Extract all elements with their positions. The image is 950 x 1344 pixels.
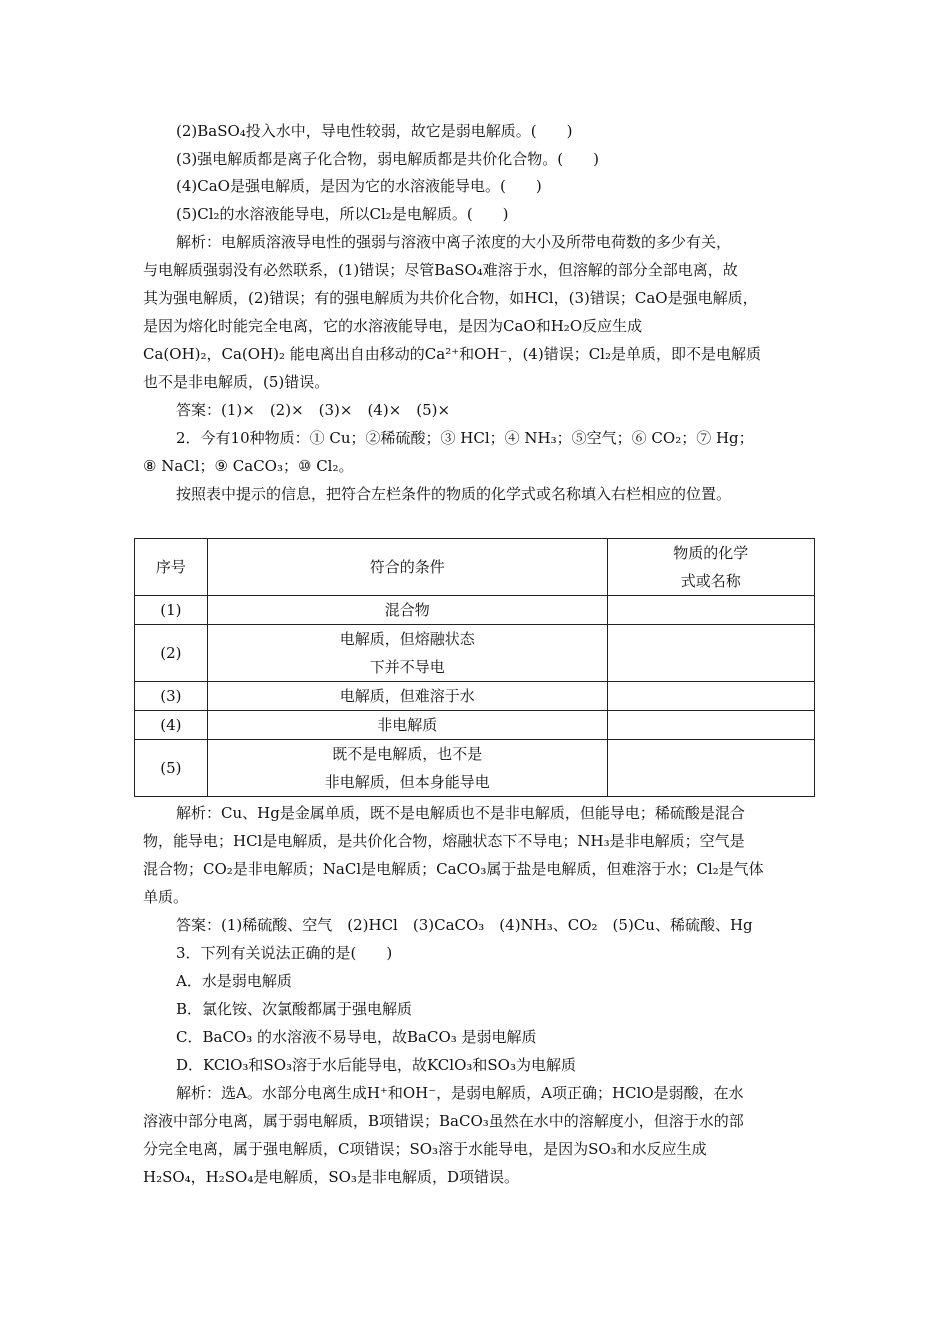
question-2-instruction: 按照表中提示的信息，把符合左栏条件的物质的化学式或名称填入右栏相应的位置。: [176, 485, 732, 503]
header-no: 序号: [135, 539, 208, 596]
question-2-stem: 2．今有10种物质：① Cu；②稀硫酸；③ HCl；④ NH₃；⑤空气；⑥ CO₂；⑦ Hg；: [176, 429, 754, 447]
table-row: [135, 711, 815, 740]
row-no: (5): [135, 740, 208, 797]
row-answer-cell[interactable]: [607, 625, 814, 682]
table-row: [135, 740, 815, 797]
header-condition: 符合的条件: [207, 539, 607, 596]
table-row: [135, 596, 815, 625]
table-header-row: [135, 539, 815, 596]
option-d: D．KClO₃和SO₃溶于水后能导电，故KClO₃和SO₃为电解质: [176, 1056, 576, 1074]
analysis-line: H₂SO₄，H₂SO₄是电解质，SO₃是非电解质，D项错误。: [143, 1168, 519, 1186]
question-item-5: (5)Cl₂的水溶液能导电，所以Cl₂是电解质。( ): [176, 205, 509, 223]
row-condition: 电解质，但熔融状态 下并不导电: [207, 625, 607, 682]
table-row: [135, 625, 815, 682]
row-answer-cell[interactable]: [607, 740, 814, 797]
row-condition: 既不是电解质，也不是 非电解质，但本身能导电: [207, 740, 607, 797]
option-a: A．水是弱电解质: [176, 972, 292, 990]
header-answer: 物质的化学 式或名称: [607, 539, 814, 596]
option-b: B．氯化铵、次氯酸都属于强电解质: [176, 1000, 413, 1018]
analysis-line: 解析：电解质溶液导电性的强弱与溶液中离子浓度的大小及所带电荷数的多少有关，: [176, 233, 732, 251]
analysis-line: 与电解质强弱没有必然联系，(1)错误；尽管BaSO₄难溶于水，但溶解的部分全部电离，故: [143, 261, 738, 279]
analysis-line: 其为强电解质，(2)错误；有的强电解质为共价化合物，如HCl，(3)错误；CaO是强电解质，: [143, 289, 758, 307]
analysis-line: 物，能导电；HCl是电解质，是共价化合物，熔融状态下不导电；NH₃是非电解质；空气是: [143, 832, 745, 850]
analysis-line: Ca(OH)₂，Ca(OH)₂ 能电离出自由移动的Ca²⁺和OH⁻，(4)错误；Cl₂是单质，即不是电解质: [143, 345, 761, 363]
row-answer-cell[interactable]: [607, 711, 814, 740]
analysis-line: 也不是非电解质，(5)错误。: [143, 373, 330, 391]
row-no: (3): [135, 682, 208, 711]
table-row: [135, 682, 815, 711]
row-no: (1): [135, 596, 208, 625]
analysis-line: 解析：Cu、Hg是金属单质，既不是电解质也不是非电解质，但能导电；稀硫酸是混合: [176, 804, 745, 822]
row-answer-cell[interactable]: [607, 596, 814, 625]
option-c: C．BaCO₃ 的水溶液不易导电，故BaCO₃ 是弱电解质: [176, 1028, 537, 1046]
row-condition: 非电解质: [207, 711, 607, 740]
question-item-3: (3)强电解质都是离子化合物，弱电解质都是共价化合物。( ): [176, 150, 599, 168]
row-condition: 电解质，但难溶于水: [207, 682, 607, 711]
row-answer-cell[interactable]: [607, 682, 814, 711]
analysis-line: 单质。: [143, 888, 189, 906]
answer-table: [134, 538, 815, 797]
row-condition: 混合物: [207, 596, 607, 625]
question-item-2: (2)BaSO₄投入水中，导电性较弱，故它是弱电解质。( ): [176, 122, 573, 140]
answer-line: 答案：(1)稀硫酸、空气 (2)HCl (3)CaCO₃ (4)NH₃、CO₂ (5)Cu、稀硫酸、Hg: [176, 916, 753, 934]
question-2-stem: ⑧ NaCl；⑨ CaCO₃；⑩ Cl₂。: [143, 457, 354, 475]
analysis-line: 混合物；CO₂是非电解质；NaCl是电解质；CaCO₃属于盐是电解质，但难溶于水；Cl₂是气体: [143, 860, 764, 878]
answer-line: 答案：(1)× (2)× (3)× (4)× (5)×: [176, 401, 451, 419]
question-item-4: (4)CaO是强电解质，是因为它的水溶液能导电。( ): [176, 177, 542, 195]
row-no: (2): [135, 625, 208, 682]
row-no: (4): [135, 711, 208, 740]
analysis-line: 分完全电离，属于强电解质，C项错误；SO₃溶于水能导电，是因为SO₃和水反应生成: [143, 1140, 707, 1158]
analysis-line: 溶液中部分电离，属于弱电解质，B项错误；BaCO₃虽然在水中的溶解度小，但溶于水的部: [143, 1112, 744, 1130]
analysis-line: 是因为熔化时能完全电离，它的水溶液能导电，是因为CaO和H₂O反应生成: [143, 317, 643, 335]
analysis-line: 解析：选A。水部分电离生成H⁺和OH⁻，是弱电解质，A项正确；HClO是弱酸，在水: [176, 1084, 744, 1102]
question-3-stem: 3．下列有关说法正确的是( ): [176, 944, 393, 962]
